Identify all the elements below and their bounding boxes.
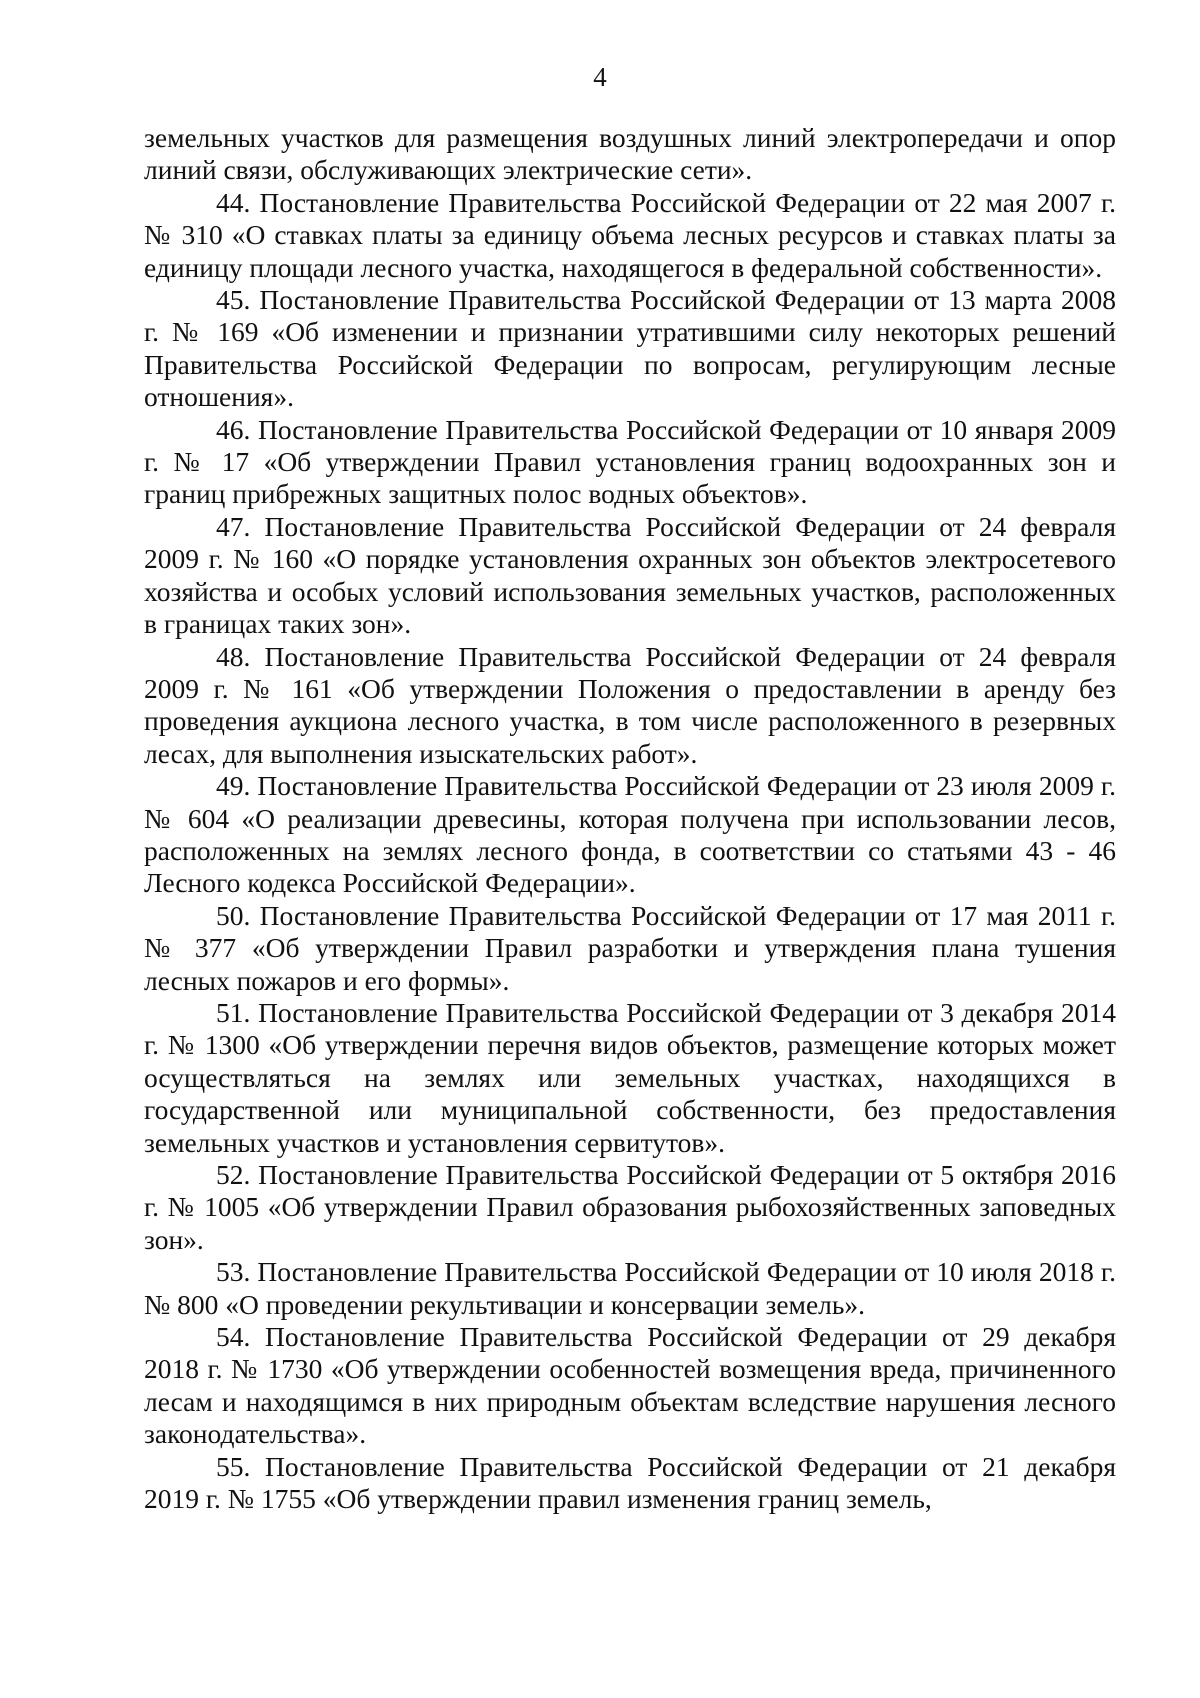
list-item-55: 55. Постановление Правительства Российской Федерации от 21 декабря 2019 г. № 1755 «Об утверждении правил изменения границ земель,	[144, 1450, 1116, 1515]
list-item-52: 52. Постановление Правительства Российской Федерации от 5 октября 2016 г. № 1005 «Об утверждении Правил образования рыбохозяйственных заповедных зон».	[144, 1159, 1116, 1255]
list-item-49: 49. Постановление Правительства Российской Федерации от 23 июля 2009 г. № 604 «О реализации древесины, которая получена при использовании лесов, расположенных на землях лесного фонда, в соответствии со статьями 43 - 46 Лесного кодекса Российской Федерации».	[144, 770, 1116, 899]
list-item-47: 47. Постановление Правительства Российской Федерации от 24 февраля 2009 г. № 160 «О порядке установления охранных зон объектов электросетевого хозяйства и особых условий использования земельных участков, расположенных в границах таких зон».	[144, 510, 1116, 640]
list-item-51: 51. Постановление Правительства Российской Федерации от 3 декабря 2014 г. № 1300 «Об утверждении перечня видов объектов, размещение которых может осуществляться на землях или земельных участках, находящихся в государственной или муниципальной собственности, без предоставления земельных участков и установления сервитутов».	[144, 996, 1116, 1158]
list-item-48: 48. Постановление Правительства Российской Федерации от 24 февраля 2009 г. № 161 «Об утверждении Положения о предоставлении в аренду без проведения аукциона лесного участка, в том числе расположенного в резервных лесах, для выполнения изыскательских работ».	[144, 640, 1116, 769]
page-number: 4	[593, 62, 607, 92]
list-item-44: 44. Постановление Правительства Российской Федерации от 22 мая 2007 г. № 310 «О ставках платы за единицу объема лесных ресурсов и ставках платы за единицу площади лесного участка, находящегося в федеральной собственности».	[144, 186, 1116, 283]
document-body	[144, 122, 1116, 1515]
list-item-50: 50. Постановление Правительства Российской Федерации от 17 мая 2011 г. № 377 «Об утверждении Правил разработки и утверждения плана тушения лесных пожаров и его формы».	[144, 899, 1116, 996]
list-item-45: 45. Постановление Правительства Российской Федерации от 13 марта 2008 г. № 169 «Об изменении и признании утратившими силу некоторых решений Правительства Российской Федерации по вопросам, регулирующим лесные отношения».	[144, 284, 1116, 413]
list-item-54: 54. Постановление Правительства Российской Федерации от 29 декабря 2018 г. № 1730 «Об утверждении особенностей возмещения вреда, причиненного лесам и находящимся в них природным объектам вследствие нарушения лесного законодательства».	[144, 1321, 1116, 1450]
paragraph-continuation: земельных участков для размещения воздушных линий электропередачи и опор линий связи, обслуживающих электрические сети».	[144, 122, 1116, 186]
list-item-46: 46. Постановление Правительства Российской Федерации от 10 января 2009 г. № 17 «Об утверждении Правил установления границ водоохранных зон и границ прибрежных защитных полос водных объектов».	[144, 413, 1116, 510]
list-item-53: 53. Постановление Правительства Российской Федерации от 10 июля 2018 г. № 800 «О проведении рекультивации и консервации земель».	[144, 1256, 1116, 1320]
